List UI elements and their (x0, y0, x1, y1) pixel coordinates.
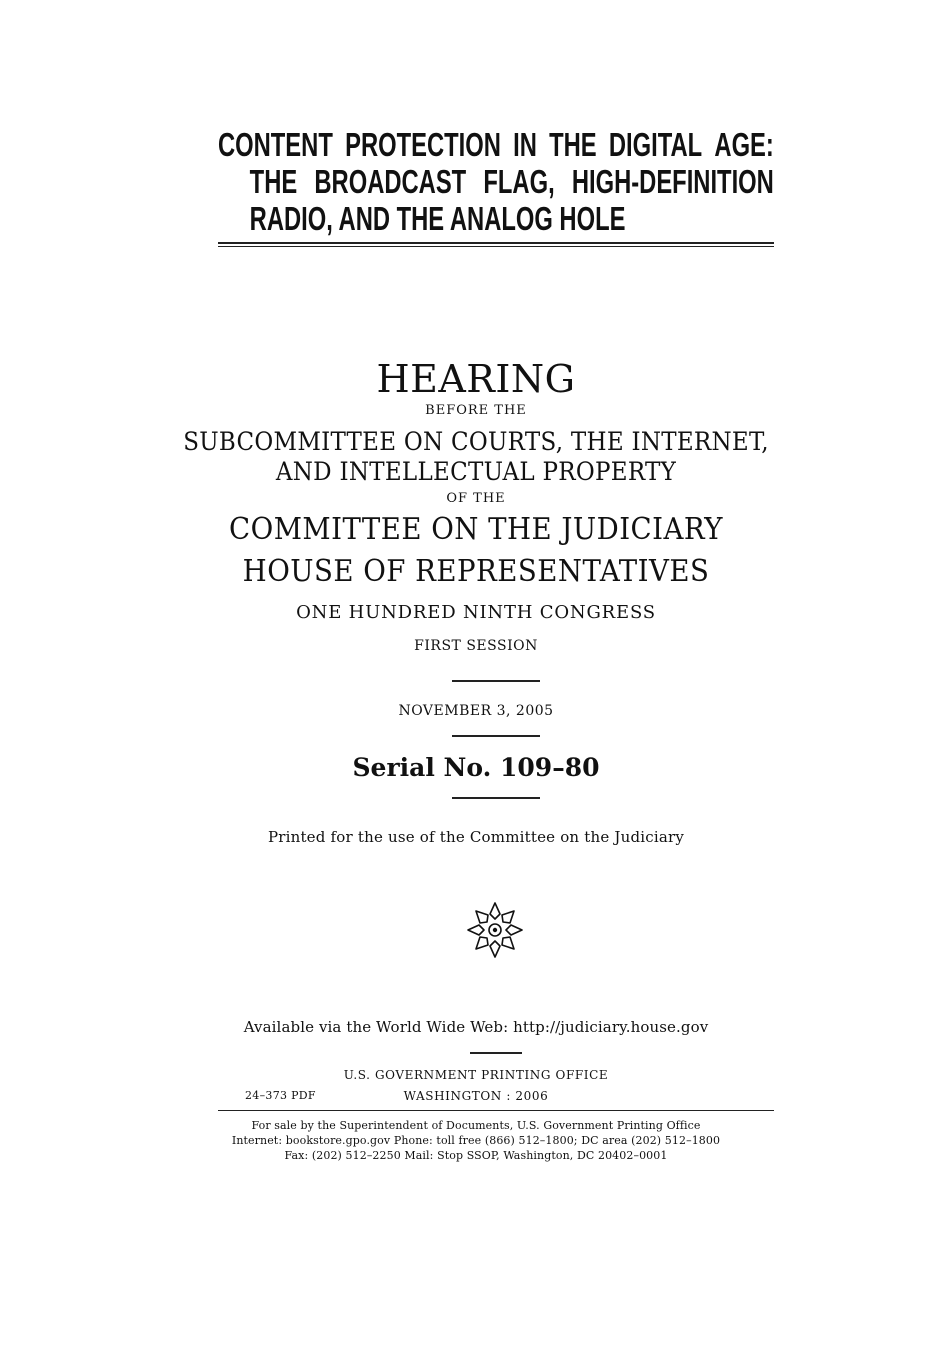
title-word: THE (549, 126, 597, 163)
gpo-star-emblem-icon (465, 900, 525, 960)
web-availability-note: Available via the World Wide Web: http://judiciary.house.gov (243, 1018, 709, 1036)
footer-contact-line: Internet: bookstore.gpo.gov Phone: toll free (866) 512–1800; DC area (202) 512–1800 (231, 1134, 721, 1147)
title-word: AGE: (714, 126, 774, 163)
document-id: 24–373 PDF (245, 1089, 316, 1102)
title-word: CONTENT (218, 126, 333, 163)
footer-mail-line: Fax: (202) 512–2250 Mail: Stop SSOP, Washington, DC 20402–0001 (284, 1149, 668, 1162)
footer-rule (218, 1110, 774, 1111)
committee-name: COMMITTEE ON THE JUDICIARY (229, 512, 723, 547)
serial-rule (452, 797, 540, 799)
footer-sale-line: For sale by the Superintendent of Documents, U.S. Government Printing Office (251, 1119, 701, 1132)
congress-label: ONE HUNDRED NINTH CONGRESS (296, 602, 656, 623)
subcommittee-line-1: SUBCOMMITTEE ON COURTS, THE INTERNET, (183, 427, 769, 456)
session-label: FIRST SESSION (414, 638, 538, 654)
of-the-label: OF THE (446, 491, 506, 506)
date-rule-top (452, 680, 540, 682)
printed-for-note: Printed for the use of the Committee on the Judiciary (267, 828, 685, 846)
hearing-date: NOVEMBER 3, 2005 (398, 703, 554, 719)
serial-number: Serial No. 109–80 (352, 753, 600, 782)
title-word: THE (249, 163, 298, 200)
title-rule-top (218, 242, 774, 244)
gpo-office: U.S. GOVERNMENT PRINTING OFFICE (343, 1068, 609, 1082)
title-line-3-text: RADIO, AND THE ANALOG HOLE (249, 200, 626, 237)
gpo-rule (470, 1052, 522, 1054)
hearing-heading: HEARING (376, 357, 576, 401)
title-line-1 (218, 126, 774, 163)
title-word: DIGITAL (608, 126, 703, 163)
place-year: WASHINGTON : 2006 (403, 1089, 549, 1103)
before-the-label: BEFORE THE (425, 403, 527, 418)
title-line-3 (218, 200, 774, 237)
title-word: HIGH-DEFINITION (571, 163, 774, 200)
title-word: BROADCAST (314, 163, 467, 200)
title-word: FLAG, (483, 163, 555, 200)
document-title (218, 126, 774, 237)
date-rule-bottom (452, 735, 540, 737)
subcommittee-line-2: AND INTELLECTUAL PROPERTY (275, 457, 677, 486)
house-name: HOUSE OF REPRESENTATIVES (242, 554, 710, 589)
title-rule-bottom (218, 246, 774, 247)
title-word: IN (513, 126, 537, 163)
title-line-2 (218, 163, 774, 200)
title-word: PROTECTION (345, 126, 501, 163)
